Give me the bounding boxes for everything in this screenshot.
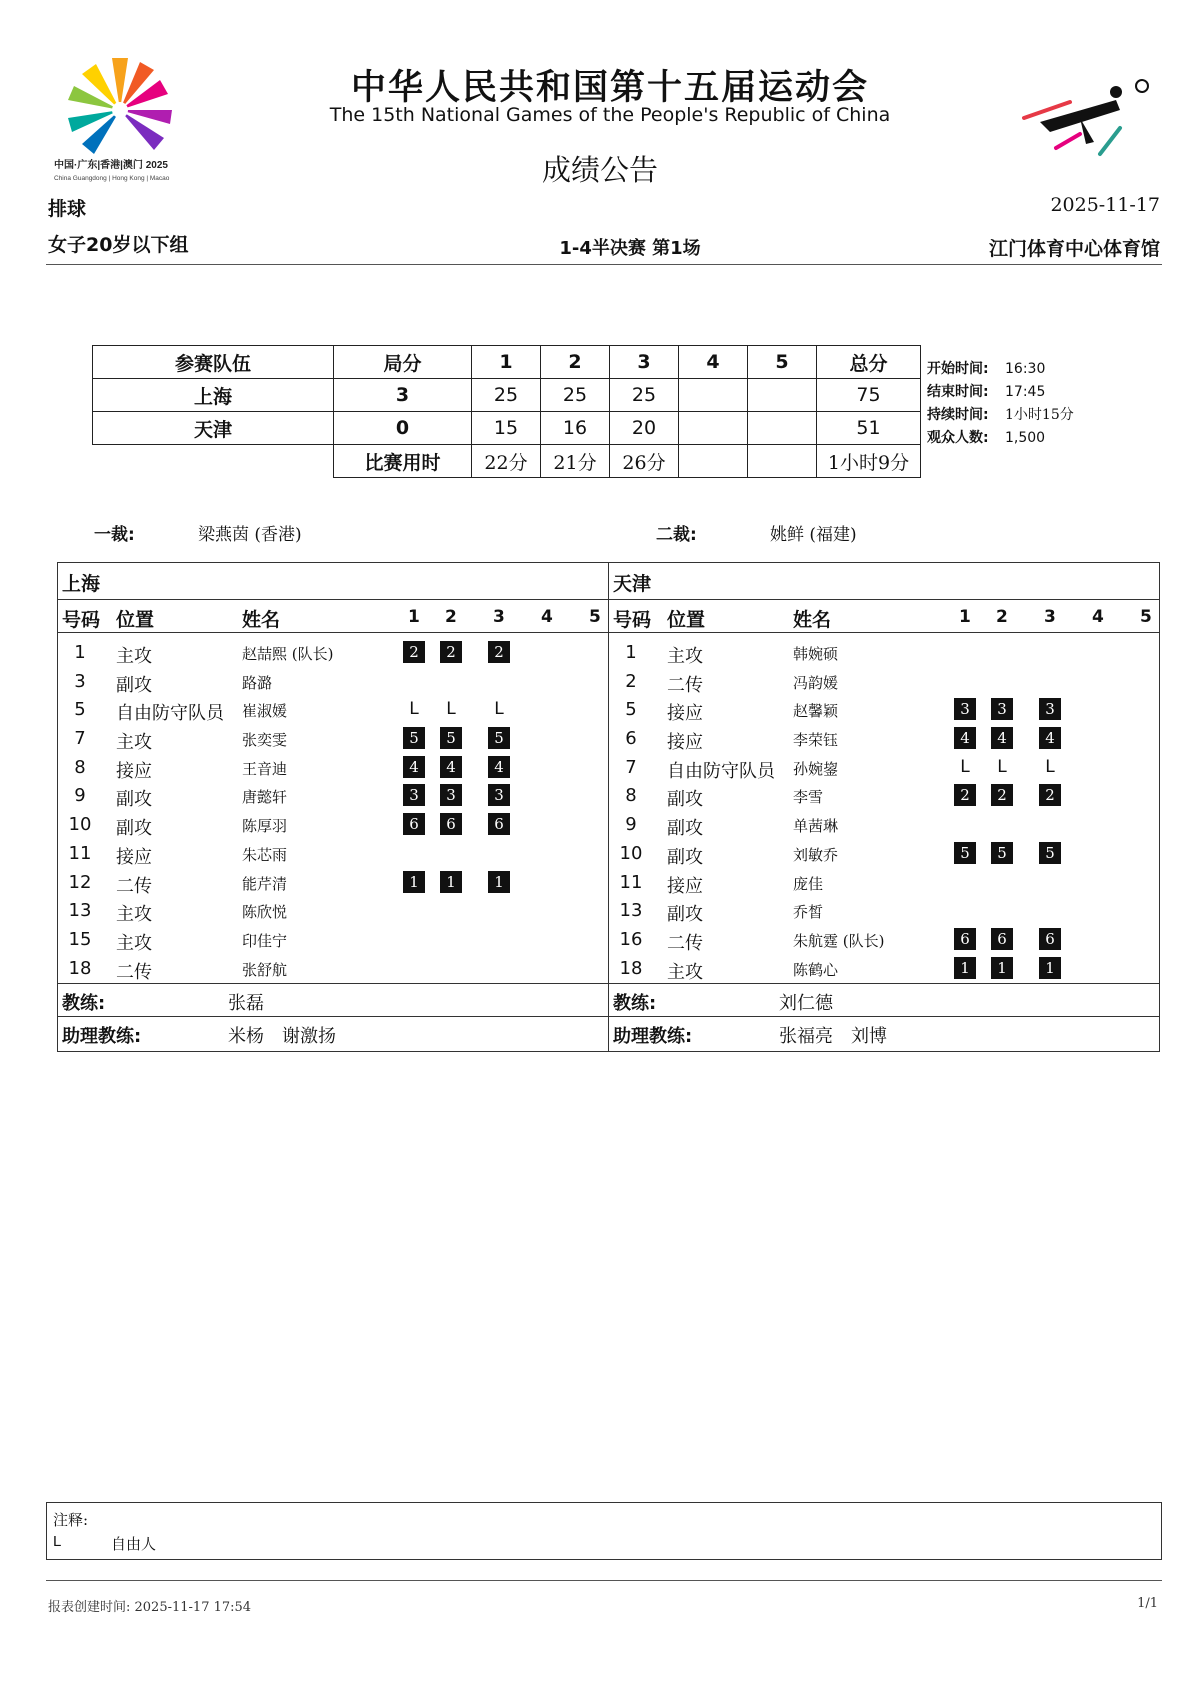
libero-marker: L: [494, 699, 504, 720]
set-score: 25: [472, 379, 541, 412]
spectators: 观众人数: 1,500: [927, 430, 1046, 446]
player-name: 张舒航: [242, 960, 288, 979]
libero-marker: L: [997, 756, 1007, 777]
set-score: 16: [541, 412, 610, 445]
assistant-coach-row: [58, 1016, 608, 1049]
svg-text:China Guangdong | Hong Kong |: China Guangdong | Hong Kong | Macao: [54, 175, 170, 182]
libero-marker: L: [1045, 756, 1055, 777]
player-name: 崔淑媛: [242, 702, 288, 721]
national-games-logo: [50, 40, 190, 190]
player-row: [58, 895, 608, 924]
starting-position-box: 1: [1040, 958, 1060, 978]
player-row: [58, 637, 608, 666]
first-referee-label: 一裁:: [94, 525, 135, 545]
starting-position-box: 1: [955, 958, 975, 978]
set-score: 15: [472, 412, 541, 445]
header-set-5: 5: [748, 346, 817, 379]
player-position: 主攻: [667, 646, 703, 667]
player-number: 9: [625, 814, 637, 836]
coach-name: 张磊: [228, 993, 264, 1014]
player-name: 印佳宁: [242, 931, 288, 950]
starting-position-box: 5: [441, 728, 461, 748]
header-position: 位置: [116, 609, 155, 631]
total-points: 75: [817, 379, 921, 412]
header-sets: 局分: [334, 346, 472, 379]
header-set-5: 5: [589, 607, 601, 627]
player-row: [609, 953, 1159, 982]
starting-position-box: 3: [955, 699, 975, 719]
player-number: 6: [625, 728, 637, 750]
player-position: 接应: [116, 760, 152, 782]
starting-position-box: 4: [441, 757, 461, 777]
header-set-4: 4: [541, 607, 553, 627]
player-number: 13: [68, 900, 92, 922]
header-set-1: 1: [472, 346, 541, 379]
sets-won: 3: [334, 379, 472, 412]
player-row: [58, 666, 608, 695]
coach-row: [58, 983, 608, 1016]
player-name: 朱航霆 (队长): [793, 931, 885, 950]
set-duration: [679, 445, 748, 478]
set-score: 20: [610, 412, 679, 445]
score-row-team-1: [93, 379, 921, 412]
player-number: 10: [619, 842, 643, 864]
player-row: [609, 637, 1159, 666]
page-title-en: The 15th National Games of the People's Republic of China: [329, 104, 891, 126]
player-number: 13: [619, 900, 643, 922]
player-position: 自由防守队员: [116, 703, 224, 725]
volleyball-pictogram-icon: [1020, 78, 1160, 158]
team-name-header: 上海: [58, 563, 608, 600]
starting-position-box: 6: [404, 814, 424, 834]
roster-header-row: [58, 600, 608, 633]
player-name: 王音迪: [242, 759, 288, 778]
header-number: 号码: [62, 609, 101, 631]
roster-header-row: [609, 600, 1159, 633]
starting-position-box: 6: [1040, 929, 1060, 949]
header-set-2: 2: [445, 607, 457, 627]
header-name: 姓名: [242, 609, 281, 631]
starting-position-box: 2: [489, 642, 509, 662]
phase-label: 1-4半决赛 第1场: [559, 238, 701, 259]
coach-name: 刘仁德: [779, 993, 833, 1014]
starting-position-box: 6: [489, 814, 509, 834]
starting-position-box: 5: [404, 728, 424, 748]
notes-box: [46, 1502, 1162, 1560]
starting-position-box: 5: [1040, 843, 1060, 863]
player-name: 冯韵媛: [793, 673, 839, 692]
header-set-5: 5: [1140, 607, 1152, 627]
player-position: 二传: [667, 674, 703, 696]
player-name: 朱芯雨: [242, 845, 288, 864]
starting-position-box: 2: [992, 785, 1012, 805]
libero-marker: L: [960, 756, 970, 777]
header-total: 总分: [817, 346, 921, 379]
coach-label: 教练:: [613, 993, 657, 1014]
player-position: 副攻: [116, 818, 152, 840]
player-position: 主攻: [667, 961, 703, 983]
starting-position-box: 2: [404, 642, 424, 662]
player-position: 二传: [667, 932, 703, 954]
player-number: 18: [68, 957, 92, 979]
player-row: [58, 694, 608, 723]
page-number: 1/1: [1137, 1596, 1158, 1611]
player-row: [609, 895, 1159, 924]
header-name: 姓名: [793, 609, 832, 631]
player-number: 8: [74, 756, 86, 778]
player-row: [58, 838, 608, 867]
starting-position-box: 4: [992, 728, 1012, 748]
set-score: [679, 412, 748, 445]
player-number: 7: [74, 728, 86, 750]
header-set-4: 4: [1092, 607, 1104, 627]
set-duration: [748, 445, 817, 478]
starting-position-box: 2: [1040, 785, 1060, 805]
team-name: 天津: [93, 412, 334, 445]
set-score: 25: [541, 379, 610, 412]
starting-position-box: 1: [404, 872, 424, 892]
player-position: 接应: [667, 875, 703, 897]
assistant-coach-label: 助理教练:: [62, 1026, 142, 1047]
player-position: 接应: [116, 846, 152, 868]
player-name: 张奕雯: [242, 731, 288, 750]
starting-position-box: 6: [441, 814, 461, 834]
starting-position-box: 1: [992, 958, 1012, 978]
end-time: 结束时间: 17:45: [927, 384, 1046, 400]
page-title-cn: 中华人民共和国第十五届运动会: [350, 68, 869, 108]
header-divider: [46, 264, 1162, 265]
header-set-3: 3: [1044, 607, 1056, 627]
player-row: [609, 780, 1159, 809]
player-position: 副攻: [667, 789, 703, 811]
header-set-2: 2: [541, 346, 610, 379]
player-row: [609, 752, 1159, 781]
player-row: [609, 924, 1159, 953]
total-points: 51: [817, 412, 921, 445]
player-number: 16: [619, 928, 643, 950]
player-number: 5: [625, 699, 637, 721]
player-name: 庞佳: [793, 874, 824, 893]
player-name: 赵馨颖: [793, 702, 839, 721]
player-row: [58, 953, 608, 982]
notes-meaning: 自由人: [111, 1535, 157, 1553]
player-position: 自由防守队员: [667, 760, 775, 782]
starting-position-box: 3: [1040, 699, 1060, 719]
player-number: 9: [74, 785, 86, 807]
starting-position-box: 4: [404, 757, 424, 777]
player-number: 3: [74, 670, 86, 692]
starting-position-box: 6: [992, 929, 1012, 949]
team-name: 上海: [93, 379, 334, 412]
starting-position-box: 3: [489, 785, 509, 805]
score-table: [92, 345, 921, 478]
duration-row: [93, 445, 921, 478]
player-number: 15: [68, 928, 92, 950]
assistant-coach-row: [609, 1016, 1159, 1049]
header-set-1: 1: [959, 607, 971, 627]
player-row: [58, 723, 608, 752]
footer-divider: [46, 1580, 1162, 1581]
header-set-3: 3: [493, 607, 505, 627]
starting-position-box: 4: [489, 757, 509, 777]
player-number: 8: [625, 785, 637, 807]
player-position: 副攻: [116, 674, 152, 696]
player-position: 接应: [667, 703, 703, 725]
player-name: 单茜琳: [793, 817, 839, 836]
score-header-row: [93, 346, 921, 379]
player-name: 赵喆熙 (队长): [242, 645, 334, 663]
player-row: [58, 780, 608, 809]
player-row: [609, 666, 1159, 695]
starting-position-box: 2: [441, 642, 461, 662]
report-created-time: 报表创建时间: 2025-11-17 17:54: [48, 1600, 252, 1615]
set-duration: 21分: [541, 445, 610, 478]
category-label: 女子20岁以下组: [48, 234, 189, 256]
set-score: [679, 379, 748, 412]
header-number: 号码: [613, 609, 652, 631]
starting-position-box: 1: [489, 872, 509, 892]
second-referee-label: 二裁:: [656, 525, 697, 545]
assistant-coach-names: 米杨 谢激扬: [228, 1026, 336, 1047]
set-score: 25: [610, 379, 679, 412]
player-name: 路潞: [242, 673, 273, 692]
player-row: [609, 723, 1159, 752]
libero-marker: L: [409, 699, 419, 720]
player-position: 接应: [667, 732, 703, 754]
set-score: [748, 379, 817, 412]
player-name: 唐懿轩: [242, 788, 288, 807]
player-number: 7: [625, 756, 637, 778]
starting-position-box: 4: [1040, 728, 1060, 748]
player-number: 18: [619, 957, 643, 979]
player-position: 副攻: [667, 904, 703, 926]
player-name: 陈欣悦: [242, 903, 288, 922]
header-set-1: 1: [408, 607, 420, 627]
starting-position-box: 5: [992, 843, 1012, 863]
player-name: 孙婉鋆: [793, 759, 839, 778]
player-row: [609, 809, 1159, 838]
player-position: 主攻: [116, 904, 152, 926]
player-name: 能芹清: [242, 874, 288, 893]
player-number: 10: [68, 814, 92, 836]
starting-position-box: 3: [441, 785, 461, 805]
player-number: 11: [68, 842, 92, 864]
player-row: [609, 838, 1159, 867]
assistant-coach-names: 张福亮 刘博: [779, 1026, 887, 1047]
player-row: [58, 809, 608, 838]
second-referee: 姚鲜 (福建): [770, 525, 857, 545]
starting-position-box: 1: [441, 872, 461, 892]
player-position: 主攻: [116, 932, 152, 954]
report-title: 成绩公告: [541, 153, 658, 187]
assistant-coach-label: 助理教练:: [613, 1026, 693, 1047]
player-row: [58, 752, 608, 781]
player-row: [58, 867, 608, 896]
set-duration: 26分: [610, 445, 679, 478]
starting-position-box: 5: [489, 728, 509, 748]
player-position: 主攻: [116, 646, 152, 667]
set-score: [748, 412, 817, 445]
player-number: 1: [74, 642, 86, 663]
roster-panel-shanghai: [57, 562, 609, 1052]
starting-position-box: 4: [955, 728, 975, 748]
starting-position-box: 6: [955, 929, 975, 949]
player-position: 副攻: [116, 789, 152, 811]
team-name-header: 天津: [609, 563, 1159, 600]
libero-marker: L: [446, 699, 456, 720]
player-number: 2: [625, 670, 637, 692]
duration-label: 比赛用时: [334, 445, 472, 478]
roster-panel-tianjin: [608, 562, 1160, 1052]
starting-position-box: 5: [955, 843, 975, 863]
coach-label: 教练:: [62, 993, 106, 1014]
starting-position-box: 3: [404, 785, 424, 805]
player-number: 5: [74, 699, 86, 721]
player-name: 李荣钰: [793, 731, 839, 750]
notes-title: 注释:: [53, 1511, 89, 1529]
player-name: 陈厚羽: [242, 817, 288, 836]
header-position: 位置: [667, 609, 706, 631]
set-duration: 22分: [472, 445, 541, 478]
first-referee: 梁燕茵 (香港): [198, 525, 302, 545]
report-date: 2025-11-17: [1050, 194, 1160, 216]
start-time: 开始时间: 16:30: [927, 361, 1046, 377]
header-set-3: 3: [610, 346, 679, 379]
player-name: 刘敏乔: [793, 845, 839, 864]
player-position: 主攻: [116, 732, 152, 754]
player-position: 副攻: [667, 818, 703, 840]
notes-key: L: [53, 1533, 62, 1550]
player-row: [609, 694, 1159, 723]
player-position: 副攻: [667, 846, 703, 868]
player-name: 韩婉硕: [793, 645, 839, 663]
player-row: [609, 867, 1159, 896]
player-number: 11: [619, 871, 643, 893]
match-duration: 持续时间: 1小时15分: [927, 407, 1074, 423]
starting-position-box: 3: [992, 699, 1012, 719]
player-number: 1: [625, 642, 637, 663]
coach-row: [609, 983, 1159, 1016]
sport-label: 排球: [48, 198, 87, 220]
sets-won: 0: [334, 412, 472, 445]
starting-position-box: 2: [955, 785, 975, 805]
player-name: 陈鹤心: [793, 960, 839, 979]
svg-text:中国·广东|香港|澳门 2025: 中国·广东|香港|澳门 2025: [54, 160, 168, 171]
header-set-4: 4: [679, 346, 748, 379]
player-position: 二传: [116, 961, 152, 983]
player-name: 李雪: [793, 788, 824, 807]
header-set-2: 2: [996, 607, 1008, 627]
player-position: 二传: [116, 875, 152, 897]
player-name: 乔皙: [793, 903, 824, 922]
score-row-team-2: [93, 412, 921, 445]
header-teams: 参赛队伍: [93, 346, 334, 379]
venue-label: 江门体育中心体育馆: [988, 238, 1160, 260]
total-duration: 1小时9分: [817, 445, 921, 478]
player-row: [58, 924, 608, 953]
player-number: 12: [68, 871, 92, 893]
